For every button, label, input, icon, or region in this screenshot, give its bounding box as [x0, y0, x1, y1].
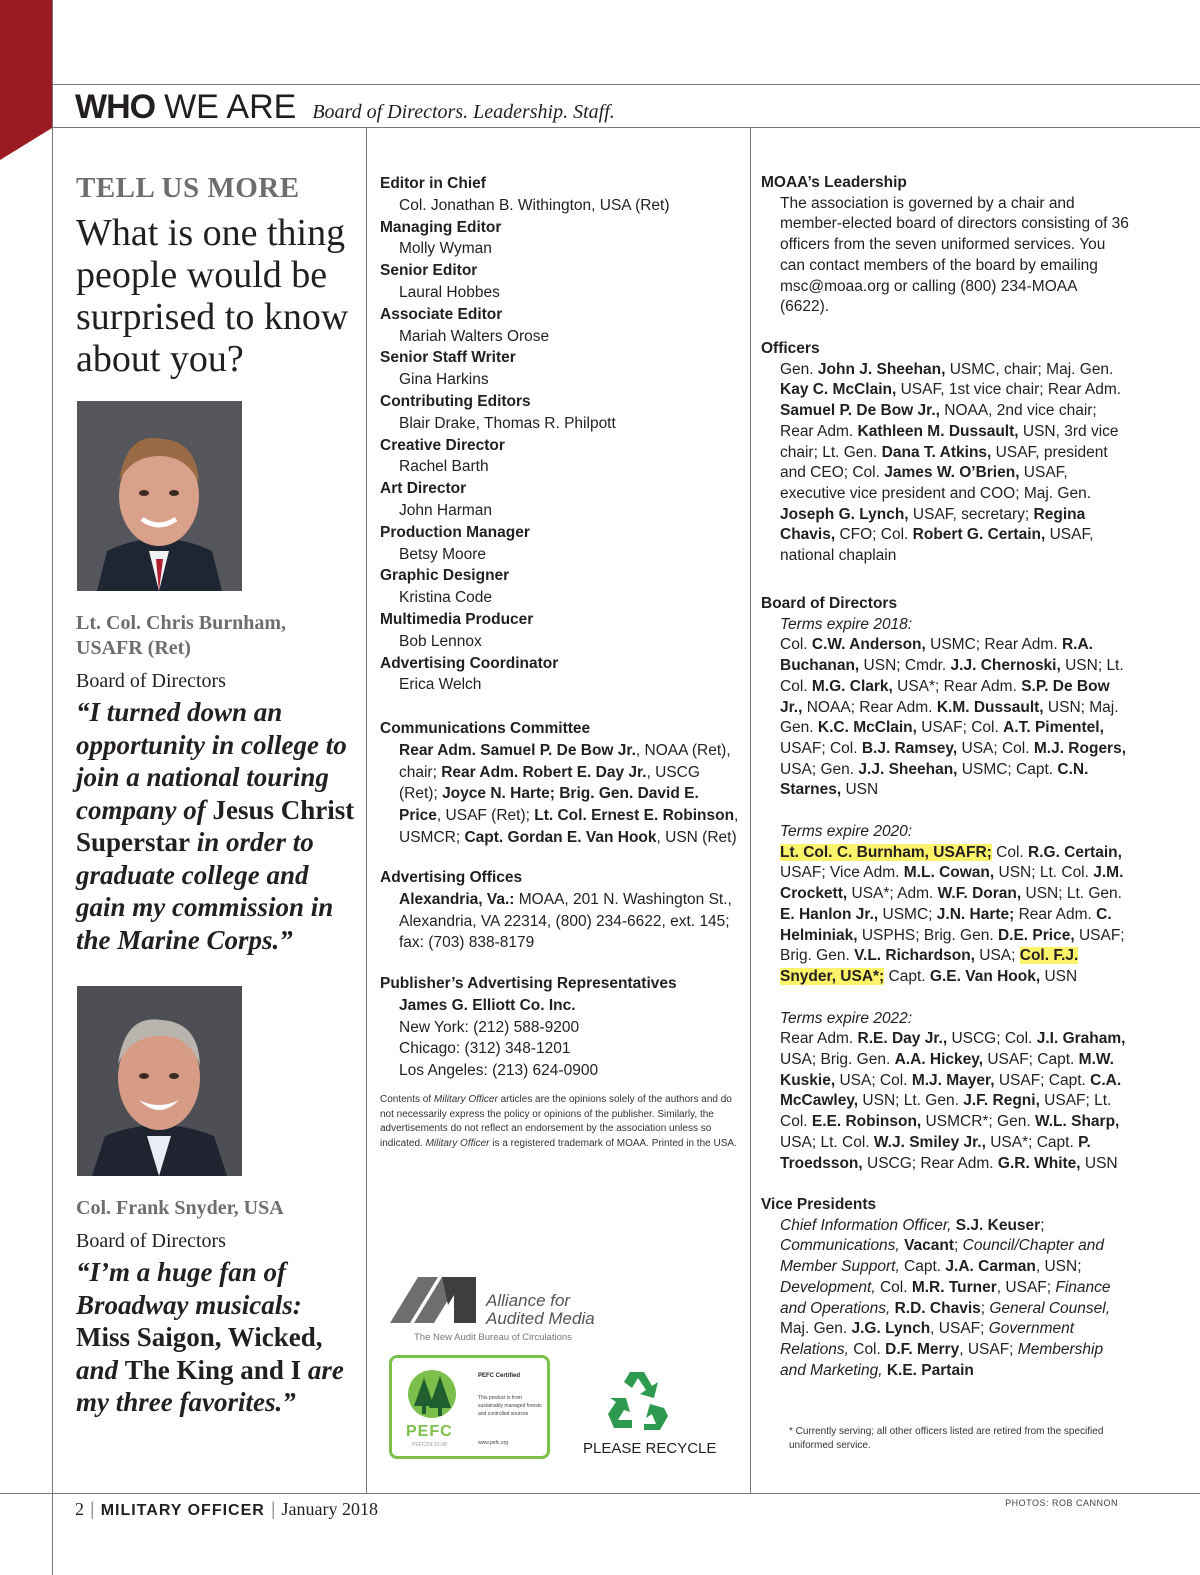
- profile-burnham: [76, 611, 356, 956]
- folio-separator: |: [270, 1499, 276, 1519]
- snyder-photo: [77, 986, 242, 1176]
- profile-snyder: [76, 1196, 356, 1419]
- leadership-body: The association is governed by a chair and member-elected board of directors consisting of 36 officers from the seven uniformed services. You can contact members of the board by emailing msc@moaa.org or calling (800) 234-MOAA (6622).: [780, 194, 1129, 316]
- red-corner-tab: [0, 0, 52, 160]
- vp-title: General Counsel,: [989, 1299, 1110, 1317]
- text-run: NOAA; Rear Adm.: [802, 698, 937, 716]
- name-run: A.A. Hickey,: [894, 1051, 984, 1069]
- advertising-offices-heading: Advertising Offices: [380, 869, 523, 886]
- officer-name: Joseph G. Lynch,: [780, 505, 909, 523]
- text-run: USAF; Lt. Col.: [780, 1092, 1112, 1131]
- staff-person: Rachel Barth: [399, 458, 489, 476]
- staff-role: Managing Editor: [380, 218, 502, 236]
- vp-detail: Capt.: [899, 1258, 946, 1276]
- member-detail: , USN (Ret): [656, 828, 737, 846]
- name-run: R.G. Certain,: [1028, 843, 1122, 861]
- name-run: J.J. Chernoski,: [950, 657, 1061, 675]
- name-run: J.N. Harte;: [936, 905, 1015, 923]
- disclaimer-fine-print: [380, 1093, 740, 1151]
- quote-part: are my three favorites.”: [76, 1354, 344, 1417]
- officer-name: Kay C. McClain,: [780, 381, 897, 399]
- officer-detail: NOAA, 2nd vice chair; Rear Adm.: [780, 402, 1097, 440]
- rep-line: Chicago: (312) 348-1201: [399, 1040, 571, 1058]
- name-run: J.F. Regni,: [963, 1092, 1040, 1110]
- officer-detail: USAF, secretary;: [908, 505, 1034, 523]
- staff-masthead: [380, 173, 742, 696]
- name-run: E. Hanlon Jr.,: [780, 905, 879, 923]
- vice-presidents-list: [761, 1216, 1129, 1382]
- staff-person: Col. Jonathan B. Withington, USA (Ret): [399, 196, 670, 214]
- vice-presidents-heading: Vice Presidents: [761, 1196, 877, 1213]
- vp-detail: Col.: [848, 1340, 886, 1358]
- tell-us-more-question: What is one thing people would be surprised to know about you?: [76, 212, 349, 380]
- vp-title: Communications,: [780, 1237, 900, 1255]
- officers-heading: Officers: [761, 340, 820, 357]
- staff-person: Mariah Walters Orose: [399, 327, 550, 345]
- board-of-directors: [761, 594, 1129, 1174]
- text-run: USN; Maj. Gen.: [780, 698, 1119, 737]
- text-run: USA*; Adm.: [847, 885, 938, 903]
- staff-role: Advertising Coordinator: [380, 654, 559, 672]
- vp-detail: , USAF;: [930, 1320, 989, 1338]
- officer-detail: USN, 3rd vice chair; Lt. Gen.: [780, 422, 1119, 461]
- officers-list: [761, 360, 1129, 567]
- name-run: B.J. Ramsey,: [861, 739, 958, 757]
- vp-title: Government Relations,: [780, 1320, 1075, 1358]
- amm-logo-text: [486, 1292, 595, 1328]
- quote-title: Miss Saigon, Wicked,: [76, 1322, 323, 1352]
- pefc-code: PEFC/29-31-38: [412, 1442, 447, 1448]
- profile-name: Lt. Col. Chris Burnham, USAFR (Ret): [76, 612, 287, 659]
- name-run: M.J. Mayer,: [911, 1071, 995, 1089]
- communications-heading: Communications Committee: [380, 720, 591, 737]
- highlight-burnham: Lt. Col. C. Burnham, USAFR;: [780, 843, 992, 861]
- staff-person: Molly Wyman: [399, 240, 492, 258]
- vp-detail: , USAF;: [959, 1340, 1018, 1358]
- text-run: USAF; Capt.: [994, 1071, 1091, 1089]
- text-run: USA; Gen.: [780, 760, 859, 778]
- staff-role: Production Manager: [380, 523, 530, 541]
- quote-title: The King and I: [124, 1354, 302, 1385]
- burnham-photo: [77, 401, 242, 591]
- header-who: WHO: [75, 88, 156, 126]
- name-run: M.W. Kuskie,: [780, 1051, 1114, 1089]
- header-we-are: WE ARE: [164, 88, 297, 126]
- vp-detail: Col.: [875, 1278, 912, 1296]
- staff-role: Graphic Designer: [380, 567, 510, 585]
- page-folio: [75, 1499, 378, 1520]
- officers: [761, 339, 1129, 567]
- name-run: J.M. Crockett,: [780, 864, 1124, 903]
- vp-detail: ;: [954, 1237, 963, 1255]
- name-run: C.N. Starnes,: [780, 760, 1089, 799]
- text-run: USA; Col.: [957, 739, 1034, 757]
- vp-name: J.G. Lynch: [851, 1320, 931, 1338]
- vp-detail: , USN;: [1035, 1258, 1082, 1276]
- member-detail: , USCG (Ret);: [399, 763, 700, 803]
- amm-line: Audited Media: [486, 1309, 595, 1328]
- portrait-snyder-icon: [77, 986, 242, 1176]
- section-header: [75, 88, 615, 127]
- officer-detail: USAF, president and CEO; Col.: [780, 443, 1108, 482]
- vp-name: S.J. Keuser: [955, 1216, 1041, 1234]
- name-run: R.A. Buchanan,: [780, 636, 1093, 675]
- profile-quote: [76, 696, 356, 956]
- staff-person: Blair Drake, Thomas R. Philpott: [399, 414, 616, 432]
- officer-detail: USAF, executive vice president and COO; Maj. Gen.: [780, 464, 1092, 502]
- staff-role: Senior Staff Writer: [380, 349, 516, 367]
- profile-quote: [76, 1256, 356, 1419]
- office-address: MOAA, 201 N. Washington St., Alexandria, VA 22314, (800) 234-6622, ext. 145; fax: (703) 838-8179: [399, 890, 732, 952]
- staff-role: Art Director: [380, 480, 467, 498]
- name-run: V.L. Richardson,: [854, 947, 975, 965]
- name-run: W.J. Smiley Jr.,: [873, 1133, 986, 1151]
- name-run: C. Helminiak,: [780, 905, 1112, 944]
- vp-title: Council/Chapter and Member Support,: [780, 1237, 1104, 1276]
- vp-name: Vacant: [904, 1237, 955, 1255]
- text-run: USAF; Capt.: [983, 1051, 1079, 1069]
- profile-role: Board of Directors: [76, 670, 226, 692]
- vp-name: M.R. Turner: [911, 1278, 997, 1296]
- name-run: J.I. Graham,: [1036, 1030, 1126, 1048]
- staff-person: Gina Harkins: [399, 371, 489, 389]
- photo-credit: PHOTOS: ROB CANNON: [1005, 1498, 1118, 1508]
- office-place: Alexandria, Va.:: [399, 890, 515, 908]
- text-run: USA; Brig. Gen.: [780, 1051, 895, 1069]
- vp-title: Finance and Operations,: [780, 1278, 1111, 1317]
- staff-role: Senior Editor: [380, 262, 478, 280]
- quote-part: “I turned down an opportunity in college to join a national touring company of: [76, 697, 347, 825]
- text-run: Rear Adm.: [1014, 905, 1097, 923]
- portrait-burnham-icon: [77, 401, 242, 591]
- member-name: Capt. Gordan E. Van Hook: [464, 828, 657, 846]
- please-recycle-label: PLEASE RECYCLE: [583, 1440, 717, 1457]
- vp-detail: ;: [980, 1299, 990, 1317]
- profile-role: Board of Directors: [76, 1230, 226, 1252]
- publishers-reps-heading: Publisher’s Advertising Representatives: [380, 975, 677, 992]
- page-number: 2: [75, 1499, 84, 1519]
- officer-name: Samuel P. De Bow Jr.,: [780, 402, 940, 420]
- vp-name: D.F. Merry: [885, 1340, 960, 1358]
- publishers-representatives: [380, 973, 742, 1082]
- staff-person: Kristina Code: [399, 589, 493, 607]
- member-detail: , USAF (Ret);: [436, 807, 535, 825]
- terms-2018-label: Terms expire 2018:: [780, 615, 913, 633]
- staff-role: Multimedia Producer: [380, 610, 534, 628]
- column-divider-1: [366, 127, 367, 1493]
- text-run: USN: [1080, 1154, 1118, 1172]
- communications-body: [380, 740, 742, 849]
- folio-separator: |: [90, 1499, 95, 1519]
- vp-title: Development,: [780, 1278, 876, 1296]
- text-run: USA*; Rear Adm.: [892, 677, 1022, 695]
- recycle-icon: [602, 1368, 672, 1434]
- vp-detail: Maj. Gen.: [780, 1320, 852, 1338]
- officer-detail: USAF, 1st vice chair; Rear Adm.: [896, 381, 1122, 399]
- quote-title: Jesus Christ Superstar: [76, 794, 355, 857]
- bottom-rule: [0, 1493, 1200, 1494]
- text-run: USPHS; Brig. Gen.: [857, 926, 998, 944]
- leadership-heading: MOAA’s Leadership: [761, 174, 907, 191]
- vp-name: R.D. Chavis: [894, 1299, 981, 1317]
- text-run: USAF; Brig. Gen.: [780, 926, 1125, 965]
- text-run: Col.: [991, 843, 1029, 861]
- issue-date: January 2018: [281, 1499, 378, 1519]
- rep-line: New York: (212) 588-9200: [399, 1018, 580, 1036]
- text-run: USAF; Col.: [916, 719, 1004, 737]
- vp-title: Membership and Marketing,: [780, 1340, 1104, 1379]
- member-detail: , USMCR;: [399, 807, 739, 846]
- staff-person: John Harman: [399, 501, 493, 519]
- column-divider-2: [750, 127, 751, 1493]
- staff-role: Creative Director: [380, 436, 505, 454]
- officer-name: Dana T. Atkins,: [881, 443, 992, 461]
- pefc-url: www.pefc.org: [478, 1440, 509, 1446]
- top-rule: [52, 84, 1200, 85]
- name-run: M.J. Rogers,: [1033, 739, 1127, 757]
- profile-name: Col. Frank Snyder, USA: [76, 1197, 284, 1219]
- officer-detail: CFO; Col.: [835, 526, 913, 544]
- text-run: USN; Lt. Gen.: [858, 1092, 964, 1110]
- vp-detail: , USAF;: [996, 1278, 1056, 1296]
- name-run: K.M. Dussault,: [936, 698, 1044, 716]
- fine-text: is a registered trademark of MOAA. Printed in the USA.: [489, 1137, 737, 1149]
- fine-magazine: Military Officer: [425, 1137, 490, 1149]
- advertising-offices: [380, 867, 742, 954]
- name-run: C.A. McCawley,: [780, 1071, 1122, 1110]
- board-heading: Board of Directors: [761, 595, 898, 612]
- text-run: USCG; Rear Adm.: [862, 1154, 998, 1172]
- officer-name: Regina Chavis,: [780, 505, 1086, 544]
- name-run: S.P. De Bow Jr.,: [780, 677, 1110, 716]
- fine-text: Contents of: [380, 1094, 434, 1105]
- text-run: USMC; Rear Adm.: [925, 636, 1062, 654]
- vp-name: J.A. Carman: [945, 1258, 1036, 1276]
- name-run: M.L. Cowan,: [903, 864, 995, 882]
- text-run: USMC; Capt.: [957, 760, 1058, 778]
- quote-part: in order to graduate college and gain my commission in the Marine Corps.”: [76, 827, 334, 955]
- terms-2022-label: Terms expire 2022:: [780, 1009, 913, 1027]
- rep-company: James G. Elliott Co. Inc.: [399, 996, 576, 1014]
- communications-committee: [380, 718, 742, 849]
- pefc-word: PEFC: [406, 1423, 453, 1440]
- text-run: USA;: [974, 947, 1020, 965]
- name-run: C.W. Anderson,: [811, 636, 926, 654]
- name-run: D.E. Price,: [997, 926, 1075, 944]
- text-run: Col.: [780, 636, 812, 654]
- name-run: G.R. White,: [997, 1154, 1081, 1172]
- pefc-statement: This product is from sustainably managed forests and controlled sources: [478, 1395, 542, 1417]
- amm-subtext: The New Audit Bureau of Circulations: [414, 1332, 572, 1343]
- officer-name: Robert G. Certain,: [912, 526, 1046, 544]
- text-run: USCG; Col.: [947, 1030, 1037, 1048]
- quote-part: and: [76, 1354, 119, 1385]
- text-run: USA*; Capt.: [985, 1133, 1079, 1151]
- terms-2020-label: Terms expire 2020:: [780, 823, 913, 841]
- header-rule: [52, 127, 1200, 128]
- pefc-tree-icon: [402, 1366, 472, 1428]
- highlight-snyder: Col. F.J. Snyder, USA*;: [780, 947, 1079, 985]
- staff-person: Laural Hobbes: [399, 283, 500, 301]
- fine-text: articles are the opinions solely of the authors and do not necessarily express the policy or opinions of the publisher. Similarly, the advertisements do not reflect an endorsement by the association unless so indicated.: [380, 1094, 732, 1149]
- pefc-certified: PEFC Certified: [478, 1373, 521, 1379]
- staff-role: Contributing Editors: [380, 392, 531, 410]
- text-run: USN; Lt. Col.: [780, 657, 1124, 695]
- officer-name: Kathleen M. Dussault,: [857, 422, 1019, 440]
- officer-name: John J. Sheehan,: [817, 360, 946, 378]
- text-run: USA; Lt. Col.: [780, 1133, 874, 1151]
- rep-line: Los Angeles: (213) 624-0900: [399, 1062, 599, 1080]
- staff-person: Bob Lennox: [399, 632, 482, 650]
- name-run: W.F. Doran,: [937, 885, 1022, 903]
- officer-detail: USMC, chair; Maj. Gen.: [945, 360, 1114, 378]
- text-run: USA; Col.: [835, 1071, 912, 1089]
- fine-magazine: Military Officer: [433, 1094, 498, 1105]
- text-run: USN; Lt. Col.: [994, 864, 1094, 882]
- pefc-logo: [389, 1355, 550, 1459]
- text-run: USN: [841, 781, 879, 799]
- text-run: USMC;: [878, 905, 937, 923]
- vp-title: Chief Information Officer,: [780, 1216, 952, 1234]
- advertising-offices-body: [380, 889, 742, 954]
- member-name: Rear Adm. Samuel P. De Bow Jr.: [399, 741, 636, 759]
- name-run: K.C. McClain,: [817, 719, 917, 737]
- vp-detail: ;: [1040, 1216, 1045, 1234]
- text-run: USMCR*; Gen.: [921, 1113, 1035, 1131]
- text-run: USAF; Col.: [780, 739, 862, 757]
- footnote: * Currently serving; all other officers listed are retired from the specified uniformed service.: [789, 1426, 1104, 1451]
- text-run: USN; Cmdr.: [859, 657, 951, 675]
- member-name: Joyce N. Harte; Brig. Gen. David E. Price: [399, 785, 699, 825]
- text-run: Capt.: [884, 967, 930, 985]
- officer-detail: USAF, national chaplain: [780, 526, 1094, 565]
- officer-name: James W. O’Brien,: [884, 464, 1020, 482]
- name-run: M.G. Clark,: [811, 677, 893, 695]
- member-name: Lt. Col. Ernest E. Robinson: [534, 807, 735, 825]
- left-rule: [52, 0, 53, 1575]
- staff-person: Erica Welch: [399, 676, 482, 694]
- officer-detail: Gen.: [780, 360, 818, 378]
- moaa-leadership: [761, 173, 1129, 318]
- text-run: USAF; Vice Adm.: [780, 864, 904, 882]
- staff-role: Editor in Chief: [380, 175, 486, 192]
- amm-line: Alliance for: [486, 1291, 571, 1310]
- board-2022-list: [761, 1029, 1129, 1174]
- text-run: Rear Adm.: [780, 1030, 858, 1048]
- magazine-name: MILITARY OFFICER: [100, 1502, 265, 1519]
- member-name: Rear Adm. Robert E. Day Jr.: [441, 763, 647, 781]
- staff-person: Betsy Moore: [399, 545, 487, 563]
- text-run: USN: [1040, 967, 1078, 985]
- name-run: A.T. Pimentel,: [1003, 719, 1104, 737]
- vp-name: K.E. Partain: [886, 1361, 974, 1379]
- text-run: USN; Lt. Gen.: [1021, 885, 1122, 903]
- name-run: G.E. Van Hook,: [929, 967, 1041, 985]
- name-run: E.E. Robinson,: [811, 1113, 922, 1131]
- publishers-reps-body: [380, 995, 742, 1082]
- name-run: P. Troedsson,: [780, 1133, 1091, 1172]
- tell-us-more-heading: TELL US MORE: [76, 172, 300, 204]
- member-detail: , NOAA (Ret), chair;: [399, 741, 731, 781]
- header-subtitle: Board of Directors. Leadership. Staff.: [312, 101, 615, 123]
- board-2018-list: [761, 635, 1129, 801]
- vice-presidents: [761, 1195, 1129, 1381]
- name-run: R.E. Day Jr.,: [857, 1030, 948, 1048]
- name-run: J.J. Sheehan,: [858, 760, 958, 778]
- board-2020-list: [761, 843, 1129, 988]
- name-run: W.L. Sharp,: [1034, 1113, 1120, 1131]
- quote-part: “I’m a huge fan of Broadway musicals:: [76, 1257, 302, 1320]
- staff-role: Associate Editor: [380, 305, 503, 323]
